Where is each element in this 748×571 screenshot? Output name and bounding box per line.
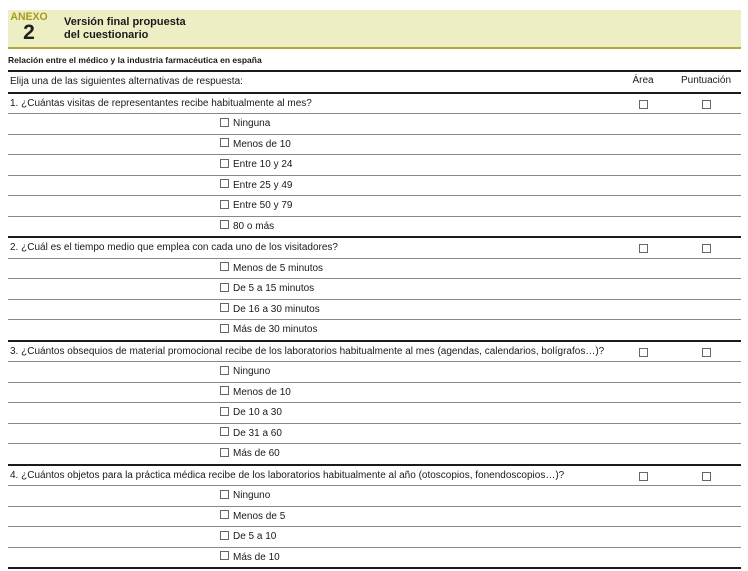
answer-option[interactable] <box>220 117 270 130</box>
option-checkbox[interactable] <box>220 551 229 560</box>
answer-option[interactable] <box>220 303 320 316</box>
option-row <box>8 547 741 570</box>
answer-option[interactable] <box>220 199 292 212</box>
option-row <box>8 175 741 196</box>
answer-option[interactable] <box>220 158 292 171</box>
option-row <box>8 216 741 237</box>
annex-number: 2 <box>23 21 35 44</box>
option-checkbox[interactable] <box>220 159 229 168</box>
option-checkbox[interactable] <box>220 138 229 147</box>
option-label: Ninguno <box>233 366 271 377</box>
area-checkbox[interactable] <box>639 100 648 109</box>
annex-title-line1: Versión final propuesta <box>64 16 186 28</box>
puntuacion-checkbox[interactable] <box>702 100 711 109</box>
question-text: 3. ¿Cuántos obsequios de material promocional recibe de los laboratorios habitualmente al mes (agendas, calendarios, bolígrafos…)? <box>10 345 605 357</box>
option-label: Menos de 10 <box>233 386 291 398</box>
answer-option[interactable] <box>220 447 280 460</box>
option-label: De 5 a 15 minutos <box>233 283 315 294</box>
answer-option[interactable] <box>220 138 291 151</box>
annex-label: ANEXO <box>10 11 48 23</box>
answer-option[interactable] <box>220 282 314 295</box>
option-label: Entre 10 y 24 <box>233 159 293 170</box>
option-checkbox[interactable] <box>220 448 229 457</box>
option-label: De 10 a 30 <box>233 407 282 418</box>
option-row <box>8 382 741 403</box>
option-label: De 31 a 60 <box>233 427 282 439</box>
option-row <box>8 526 741 547</box>
option-label: Entre 50 y 79 <box>233 200 293 211</box>
option-label: De 5 a 10 <box>233 531 277 542</box>
option-checkbox[interactable] <box>220 220 229 229</box>
option-label: Más de 10 <box>233 551 280 563</box>
option-label: Ninguno <box>233 490 271 501</box>
column-header-puntuacion: Puntuación <box>680 75 732 86</box>
answer-option[interactable] <box>220 551 280 564</box>
annex-title-line2: del cuestionario <box>64 29 149 41</box>
option-label: Entre 25 y 49 <box>233 179 293 191</box>
option-row <box>8 258 741 279</box>
question-text: 1. ¿Cuántas visitas de representantes recibe habitualmente al mes? <box>10 97 312 109</box>
answer-option[interactable] <box>220 406 282 419</box>
option-checkbox[interactable] <box>220 366 229 375</box>
area-checkbox[interactable] <box>639 472 648 481</box>
option-checkbox[interactable] <box>220 531 229 540</box>
questionnaire-subtitle: Relación entre el médico y la industria farmacéutica en españa <box>8 55 262 65</box>
option-checkbox[interactable] <box>220 283 229 292</box>
answer-option[interactable] <box>220 220 274 233</box>
option-checkbox[interactable] <box>220 407 229 416</box>
option-checkbox[interactable] <box>220 179 229 188</box>
option-checkbox[interactable] <box>220 200 229 209</box>
answer-option[interactable] <box>220 365 270 378</box>
question-row <box>8 92 741 114</box>
option-row <box>8 319 741 340</box>
option-checkbox[interactable] <box>220 303 229 312</box>
answer-option[interactable] <box>220 386 291 399</box>
option-label: Ninguna <box>233 118 271 129</box>
question-text: 2. ¿Cuál es el tiempo medio que emplea con cada uno de los visitadores? <box>10 242 338 253</box>
option-row <box>8 154 741 175</box>
option-row <box>8 423 741 444</box>
answer-option[interactable] <box>220 179 292 192</box>
option-row <box>8 299 741 320</box>
answer-option[interactable] <box>220 262 323 275</box>
puntuacion-checkbox[interactable] <box>702 348 711 357</box>
questionnaire-table <box>8 70 741 569</box>
option-row <box>8 485 741 506</box>
option-label: Menos de 5 <box>233 510 286 522</box>
option-row <box>8 402 741 423</box>
table-header-row <box>8 70 741 92</box>
annex-badge <box>8 10 50 47</box>
question-row <box>8 464 741 486</box>
answer-option[interactable] <box>220 489 270 502</box>
option-label: De 16 a 30 minutos <box>233 303 320 315</box>
option-row <box>8 113 741 134</box>
option-checkbox[interactable] <box>220 386 229 395</box>
option-checkbox[interactable] <box>220 262 229 271</box>
answer-option[interactable] <box>220 530 276 543</box>
puntuacion-checkbox[interactable] <box>702 244 711 253</box>
area-checkbox[interactable] <box>639 244 648 253</box>
option-row <box>8 506 741 527</box>
option-row <box>8 361 741 382</box>
question-row <box>8 236 741 258</box>
answer-option[interactable] <box>220 427 282 440</box>
option-row <box>8 443 741 464</box>
option-label: Menos de 10 <box>233 138 291 150</box>
option-checkbox[interactable] <box>220 510 229 519</box>
option-checkbox[interactable] <box>220 427 229 436</box>
column-header-area: Área <box>632 75 654 86</box>
area-checkbox[interactable] <box>639 348 648 357</box>
option-label: 80 o más <box>233 220 275 232</box>
puntuacion-checkbox[interactable] <box>702 472 711 481</box>
option-label: Más de 30 minutos <box>233 324 318 335</box>
answer-option[interactable] <box>220 323 318 336</box>
option-checkbox[interactable] <box>220 490 229 499</box>
instruction-text: Elija una de las siguientes alternativas de respuesta: <box>10 76 243 87</box>
option-checkbox[interactable] <box>220 118 229 127</box>
option-row <box>8 134 741 155</box>
option-label: Más de 60 <box>233 448 280 459</box>
answer-option[interactable] <box>220 510 285 523</box>
annex-header <box>8 10 741 49</box>
option-row <box>8 278 741 299</box>
option-row <box>8 195 741 216</box>
option-label: Menos de 5 minutos <box>233 262 324 274</box>
question-row <box>8 340 741 362</box>
annex-title <box>64 16 186 42</box>
option-checkbox[interactable] <box>220 324 229 333</box>
question-text: 4. ¿Cuántos objetos para la práctica médica recibe de los laboratorios habitualmente al año (otoscopios, fonendoscopios…)? <box>10 469 565 481</box>
